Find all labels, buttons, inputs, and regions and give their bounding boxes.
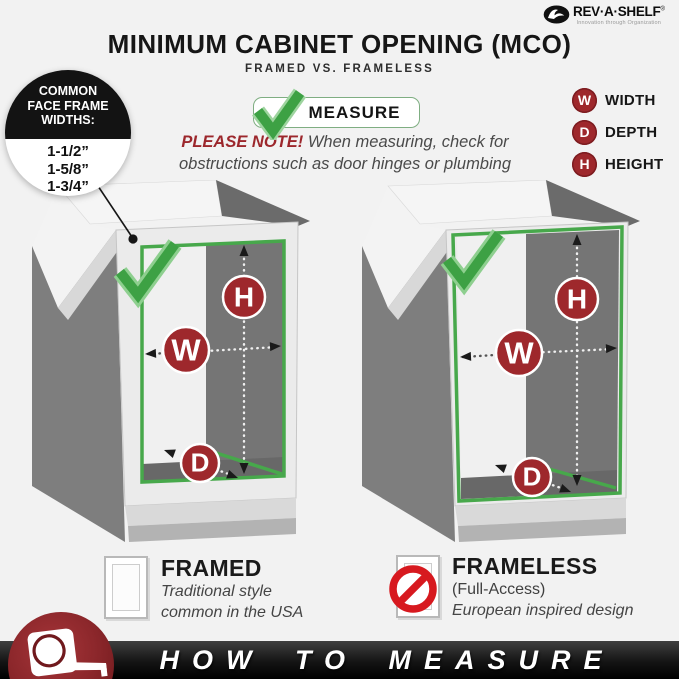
legend-item-depth [572,120,663,145]
tape-measure-badge [8,612,114,679]
svg-text:D: D [190,447,210,478]
legend-item-height [572,152,663,177]
logo-tagline: Innovation through Organization [576,19,662,26]
rev-a-shelf-logo [543,5,677,29]
bubble-heading-line: WIDTHS: [41,113,95,127]
svg-text:H: H [233,281,255,313]
width-value: 1-1/2” [47,143,89,161]
height-badge [223,276,265,318]
bubble-heading-line: FACE FRAME [27,98,109,113]
legend-label: HEIGHT [605,156,664,173]
depth-letter-badge: D [572,120,597,145]
note-text [140,131,550,175]
page-subtitle: FRAMED VS. FRAMELESS [244,63,435,75]
framed-cabinet-illustration [28,180,333,565]
width-badge [496,330,542,376]
note-line1: When measuring, check for [307,133,509,151]
bubble-heading-line: COMMON [38,84,98,98]
svg-text:H: H [566,283,588,315]
note-line2: obstructions such as door hinges or plumbing [178,155,512,173]
logo-name: REV·A·SHELF® [573,4,665,19]
framed-description-line: common in the USA [161,604,304,621]
tape-measure-icon [8,612,114,679]
height-badge [556,278,598,320]
framed-title: FRAMED [161,555,262,581]
svg-text:W: W [171,332,201,368]
framed-description-line: Traditional style [161,583,272,600]
note-emphasis: PLEASE NOTE! [181,133,304,151]
depth-badge [513,458,551,496]
legend-item-width [572,88,663,113]
prohibition-icon [386,562,440,621]
height-letter-badge: H [572,152,597,177]
logo-oval-bird-icon [543,5,570,29]
frameless-description: European inspired design [452,602,634,619]
registered-mark: ® [660,6,665,13]
svg-text:D: D [522,461,542,492]
measurement-legend [572,88,663,177]
legend-label: WIDTH [605,92,656,109]
frameless-subtitle: (Full-Access) [452,581,546,598]
width-letter-badge: W [572,88,597,113]
face-frame-icon-opening [112,564,140,611]
width-badge [163,327,209,373]
frameless-cabinet-illustration [358,180,663,565]
svg-text:W: W [504,335,534,371]
banner-label: HOW TO MEASURE [159,644,615,675]
face-frame-icon [104,556,148,619]
measure-checkmark-icon [247,84,309,145]
width-value: 1-5/8” [47,160,89,178]
width-value: 1-3/4” [47,178,89,196]
depth-badge [181,444,219,482]
bubble-heading [5,70,131,139]
frameless-title: FRAMELESS [452,553,598,579]
measure-badge: MEASURE [253,97,420,128]
legend-label: DEPTH [605,124,658,141]
page-title: MINIMUM CABINET OPENING (MCO) [107,29,572,59]
face-frame-widths-bubble [5,70,131,196]
framed-section [161,555,303,623]
